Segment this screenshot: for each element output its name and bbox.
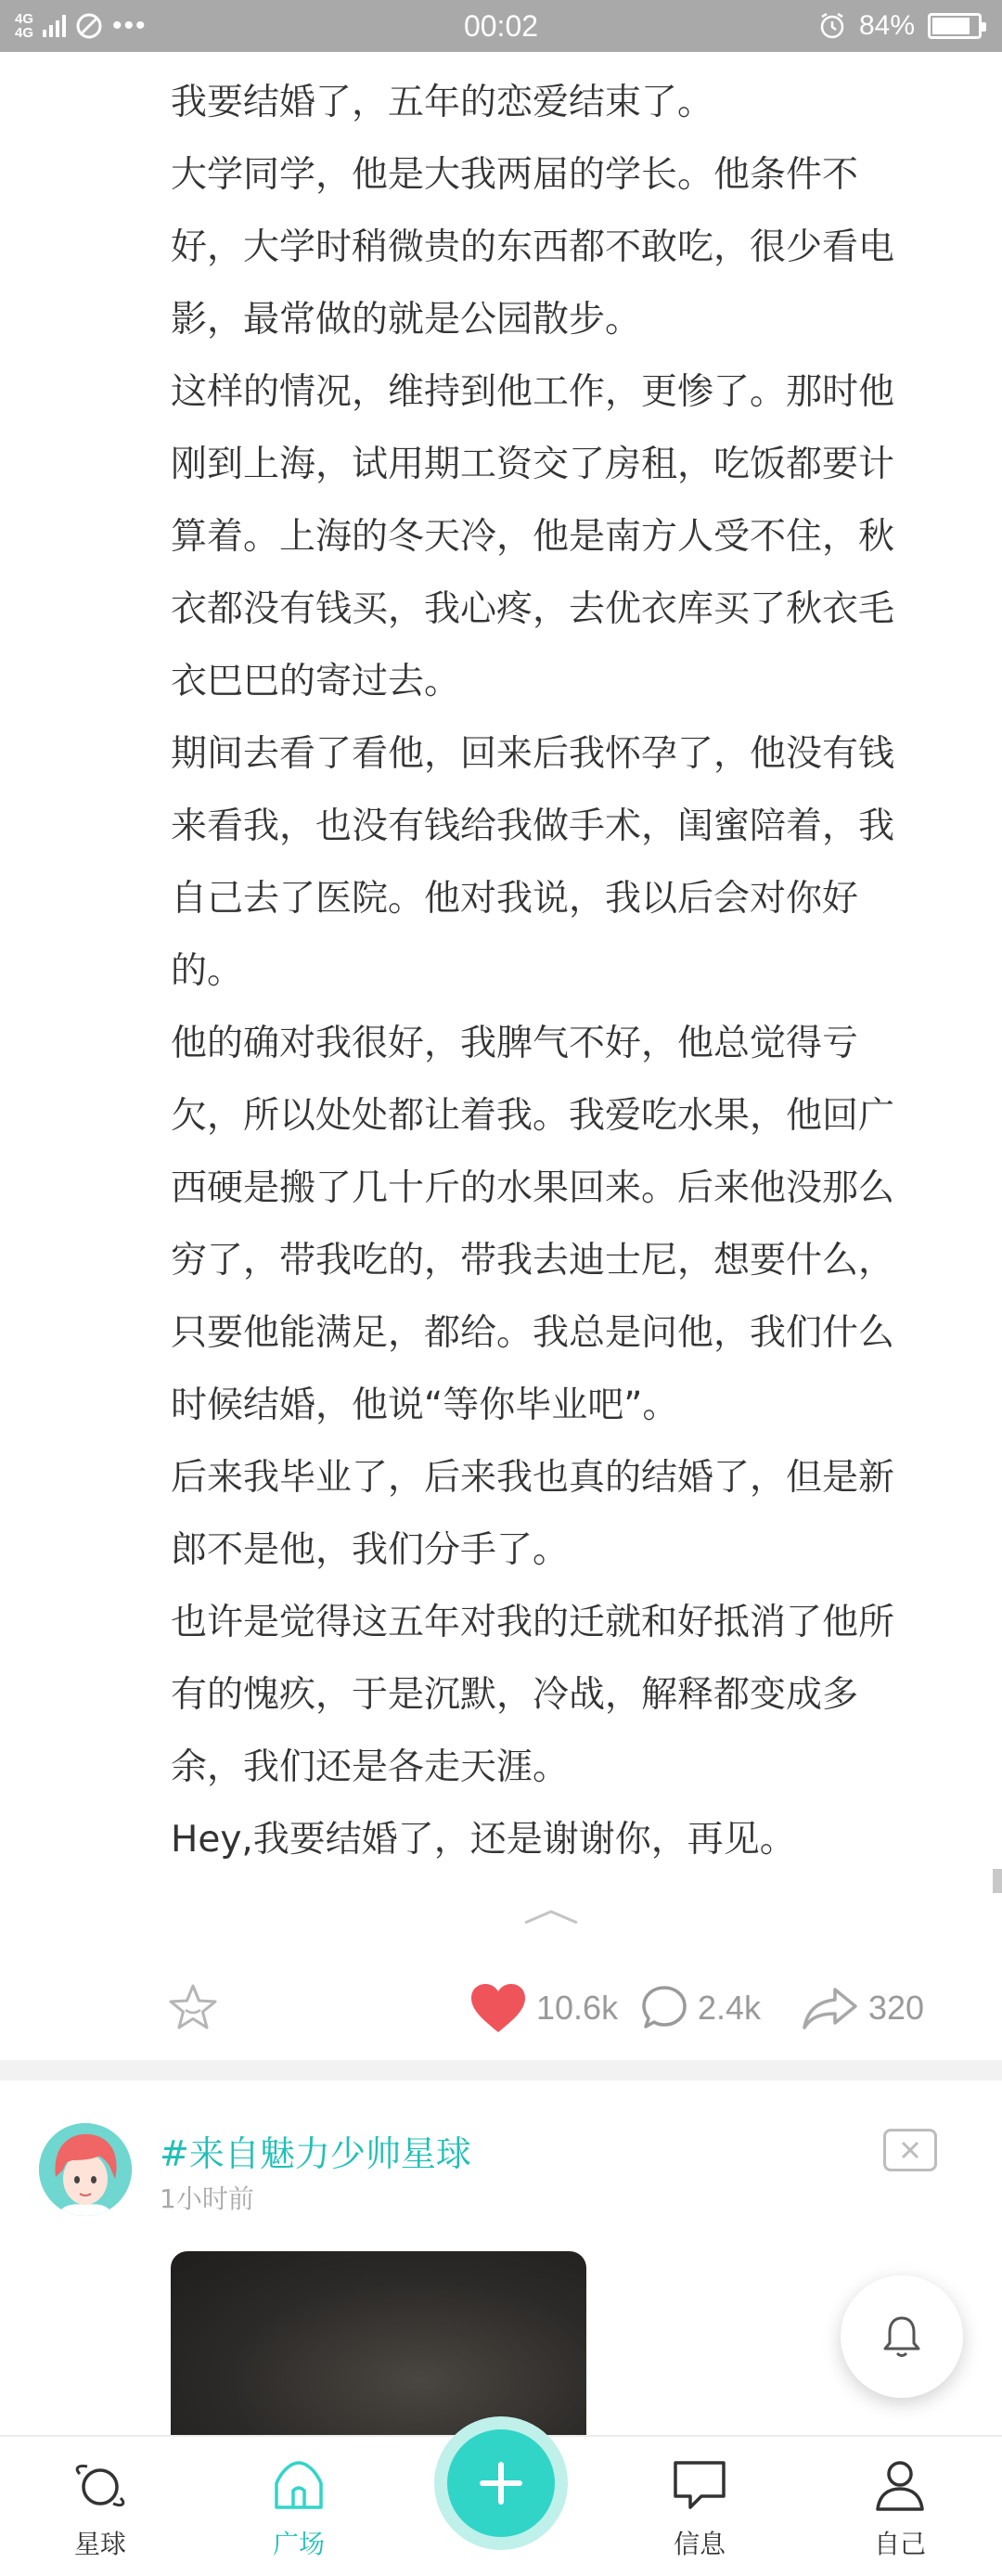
status-bar [0,0,1002,52]
create-post-button[interactable] [434,2416,568,2550]
avatar[interactable] [39,2123,132,2216]
close-icon [899,2139,921,2161]
article-paragraph: 我要结婚了，五年的恋爱结束了。 [171,82,714,123]
next-post-header [0,2118,1002,2220]
plus-icon [475,2457,527,2509]
comment-button[interactable] [640,1980,761,2036]
profile-icon [870,2455,930,2515]
planet-icon [71,2455,130,2515]
article-paragraph: 期间去看了看他，回来后我怀孕了，他没有钱来看我，也没有钱给我做手术，闺蜜陪着，我自己去了医院。他对我说，我以后会对你好的。 [171,733,895,992]
nav-profile[interactable] [844,2455,956,2567]
share-button[interactable] [802,1980,924,2036]
clock: 00:02 [463,9,539,43]
share-icon [802,1986,859,2030]
heart-icon [469,1982,527,2034]
post-timestamp: 1小时前 [160,2183,254,2214]
article-paragraph: 大学同学，他是大我两届的学长。他条件不好，大学时稍微贵的东西都不敢吃，很少看电影，最常做的就是公园散步。 [171,154,895,341]
network-label-2: 4G [15,25,34,41]
post-actions [0,1975,1002,2045]
article-paragraph: 也许是觉得这五年对我的迁就和好抵消了他所有的愧疚，于是沉默，冷战，解释都变成多余，我们还是各走天涯。 [171,1602,895,1788]
like-count: 10.6k [536,1989,619,2027]
nav-label: 信息 [673,2529,726,2559]
post-image[interactable] [171,2251,586,2437]
create-post-button-inner [447,2429,555,2537]
comment-count: 2.4k [698,1989,762,2027]
network-label-1: 4G [15,11,34,27]
battery-icon [928,13,982,39]
notification-button[interactable] [841,2275,963,2398]
article-body [171,67,922,1876]
nav-label: 自己 [873,2529,926,2559]
scrollbar-thumb[interactable] [993,1869,1002,1893]
article-paragraph: Hey,我要结婚了，还是谢谢你，再见。 [171,1819,796,1861]
more-icon: ••• [112,10,148,41]
star-icon[interactable] [165,1980,221,2036]
dismiss-button[interactable] [883,2129,937,2171]
nav-square[interactable] [243,2455,354,2567]
battery-percent: 84% [858,10,915,41]
section-divider [0,2060,1002,2080]
comment-icon [640,1984,688,2032]
nav-message[interactable] [644,2455,755,2567]
like-button[interactable] [469,1980,618,2036]
nav-label: 星球 [73,2529,126,2559]
article-paragraph: 后来我毕业了，后来我也真的结婚了，但是新郎不是他，我们分手了。 [171,1457,895,1571]
battery-level [932,18,970,34]
collapse-chevron-icon[interactable] [521,1908,581,1926]
nav-label: 广场 [272,2529,325,2559]
square-icon [269,2455,328,2515]
article-paragraph: 他的确对我很好，我脾气不好，他总觉得亏欠，所以处处都让着我。我爱吃水果，他回广西硬是搬了几十斤的水果回来。后来他没那么穷了，带我吃的，带我去迪士尼，想要什么，只要他能满足，都给。我总是问他，我们什么时候结婚，他说“等你毕业吧”。 [171,1023,895,1426]
message-icon [670,2455,729,2515]
status-right [818,7,982,45]
post-planet-tag[interactable]: #来自魅力少帅星球 [160,2133,471,2174]
share-count: 320 [868,1989,925,2027]
bell-icon [878,2312,926,2361]
nav-planet[interactable] [45,2455,156,2567]
alarm-icon [818,12,846,40]
article-paragraph: 这样的情况，维持到他工作，更惨了。那时他刚到上海，试用期工资交了房租，吃饭都要计算着。上海的冬天冷，他是南方人受不住，秋衣都没有钱买，我心疼，去优衣库买了秋衣毛衣巴巴的寄过去。 [171,371,895,702]
avatar-illustration [39,2123,132,2216]
